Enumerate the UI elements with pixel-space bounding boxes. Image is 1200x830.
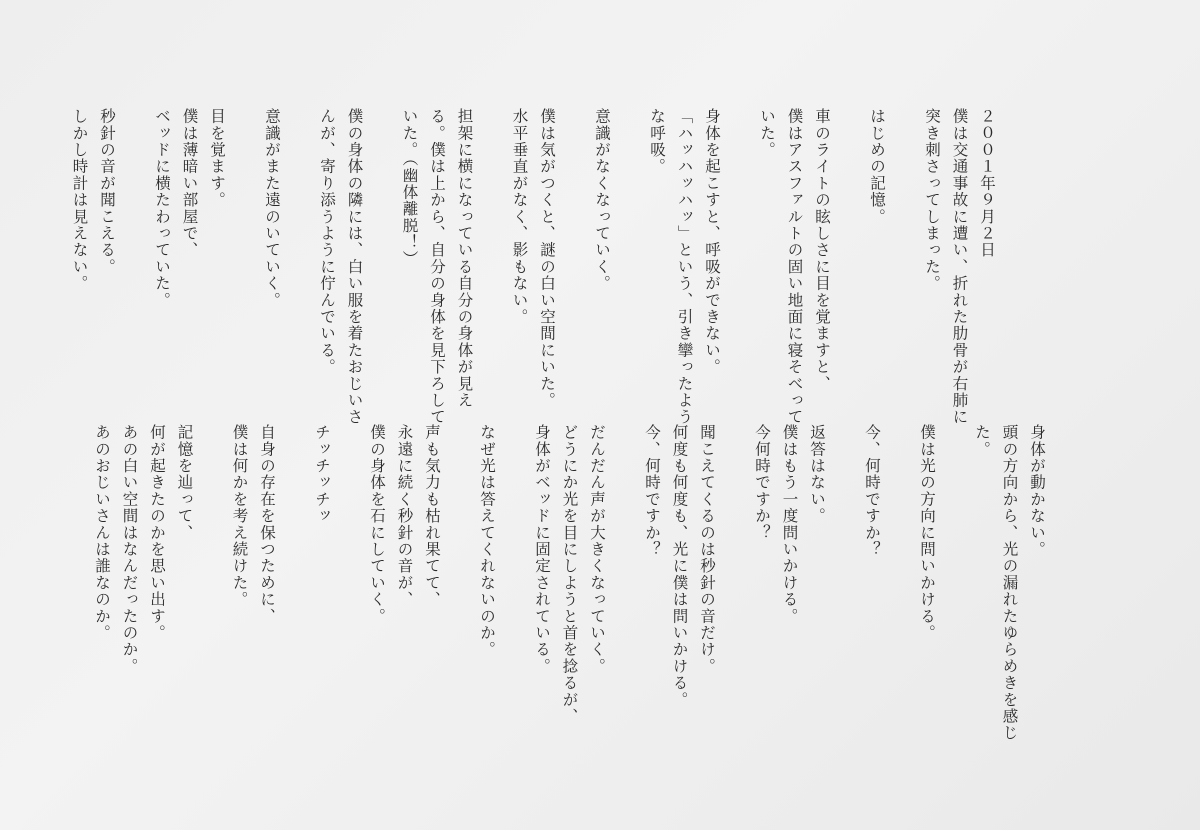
- blank-line: [445, 424, 473, 741]
- text-line: ベッドに横たわっていた。: [153, 108, 171, 309]
- text-line: チッチッチッ: [313, 424, 331, 525]
- upper-text-column-block: [65, 108, 1000, 425]
- blank-line: [198, 424, 226, 741]
- text-line: 「ハッハッハッ」という、引き攣ったよう: [675, 108, 694, 426]
- text-line: 僕は交通事故に遭い、折れた肋骨が右肺に: [950, 108, 969, 426]
- blank-line: [500, 424, 528, 741]
- blank-line: [368, 108, 396, 425]
- blank-line: [560, 108, 588, 425]
- text-line: はじめの記憶。: [868, 108, 886, 225]
- text-line: 僕はアスファルトの固い地面に寝そべって: [785, 108, 804, 426]
- text-line: 目を覚ます。: [208, 108, 226, 209]
- text-line: なぜ光は答えてくれないのか。: [478, 424, 496, 658]
- text-line: いた。（幽体離脱！）: [400, 108, 419, 268]
- text-line: 声も気力も枯れ果てて、: [423, 424, 441, 608]
- text-line: あの白い空間はなんだったのか。: [120, 424, 139, 675]
- text-line: 何が起きたのかを思い出す。: [148, 424, 166, 642]
- text-line: 身体を起こすと、呼吸ができない。: [703, 108, 721, 376]
- blank-line: [615, 108, 643, 425]
- blank-line: [335, 424, 363, 741]
- blank-line: [885, 424, 913, 741]
- text-line: 身体がベッドに固定されている。: [533, 424, 551, 675]
- text-line: 突き刺さってしまった。: [923, 108, 941, 292]
- blank-line: [230, 108, 258, 425]
- text-line: 自身の存在を保つために、: [258, 424, 276, 625]
- text-line: いた。: [758, 108, 776, 159]
- blank-line: [120, 108, 148, 425]
- text-line: 意識がまた遠のいていく。: [263, 108, 281, 309]
- text-line: 車のライトの眩しさに目を覚ますと、: [813, 108, 831, 392]
- text-line: 聞こえてくるのは秒針の音だけ。: [698, 424, 716, 675]
- text-line: 意識がなくなっていく。: [593, 108, 611, 292]
- blank-line: [610, 424, 638, 741]
- lower-text-column-block: [88, 424, 1051, 741]
- text-line: 僕は何かを考え続けた。: [230, 424, 249, 608]
- text-line: 僕は光の方向に問いかける。: [918, 424, 936, 642]
- text-line: 僕は薄暗い部屋で、: [180, 108, 199, 259]
- text-line: 記憶を辿って、: [175, 424, 194, 541]
- text-line: 僕の身体を石にしていく。: [368, 424, 386, 625]
- text-line: 秒針の音が聞こえる。: [98, 108, 116, 275]
- text-line: 僕の身体の隣には、白い服を着たおじいさ: [345, 108, 364, 426]
- text-line: 頭の方向から、光の漏れたゆらめきを感じ: [1000, 424, 1019, 742]
- text-line: な呼吸。: [648, 108, 666, 175]
- blank-line: [835, 108, 863, 425]
- text-line: しかし時計は見えない。: [70, 108, 89, 292]
- blank-line: [940, 424, 968, 741]
- blank-line: [285, 108, 313, 425]
- text-line: だんだん声が大きくなっていく。: [588, 424, 606, 675]
- blank-line: [725, 108, 753, 425]
- text-line: あのおじいさんは誰なのか。: [93, 424, 111, 642]
- text-line: た。: [973, 424, 991, 458]
- text-line: 身体が動かない。: [1028, 424, 1046, 558]
- text-line: 今何時ですか？: [753, 424, 771, 541]
- text-line: んが、寄り添うように佇んでいる。: [318, 108, 336, 376]
- text-line: 今、何時ですか？: [863, 424, 881, 558]
- text-line: 今、何時ですか？: [643, 424, 661, 558]
- text-line: ２００１年９月２日: [978, 108, 996, 259]
- blank-line: [280, 424, 308, 741]
- text-line: 僕は気がつくと、謎の白い空間にいた。: [538, 108, 556, 409]
- blank-line: [890, 108, 918, 425]
- text-line: 何度も何度も、光に僕は問いかける。: [670, 424, 689, 708]
- text-line: 水平垂直がなく、影もない。: [510, 108, 529, 326]
- text-line: 永遠に続く秒針の音が、: [395, 424, 414, 608]
- blank-line: [478, 108, 506, 425]
- text-line: る。僕は上から、自分の身体を見下ろして: [428, 108, 446, 426]
- blank-line: [720, 424, 748, 741]
- text-line: 僕はもう一度問いかける。: [780, 424, 799, 625]
- blank-line: [830, 424, 858, 741]
- text-line: 返答はない。: [808, 424, 826, 525]
- text-line: どうにか光を目にしようと首を捻るが、: [560, 424, 579, 725]
- text-line: 担架に横になっている自分の身体が見え: [455, 108, 474, 409]
